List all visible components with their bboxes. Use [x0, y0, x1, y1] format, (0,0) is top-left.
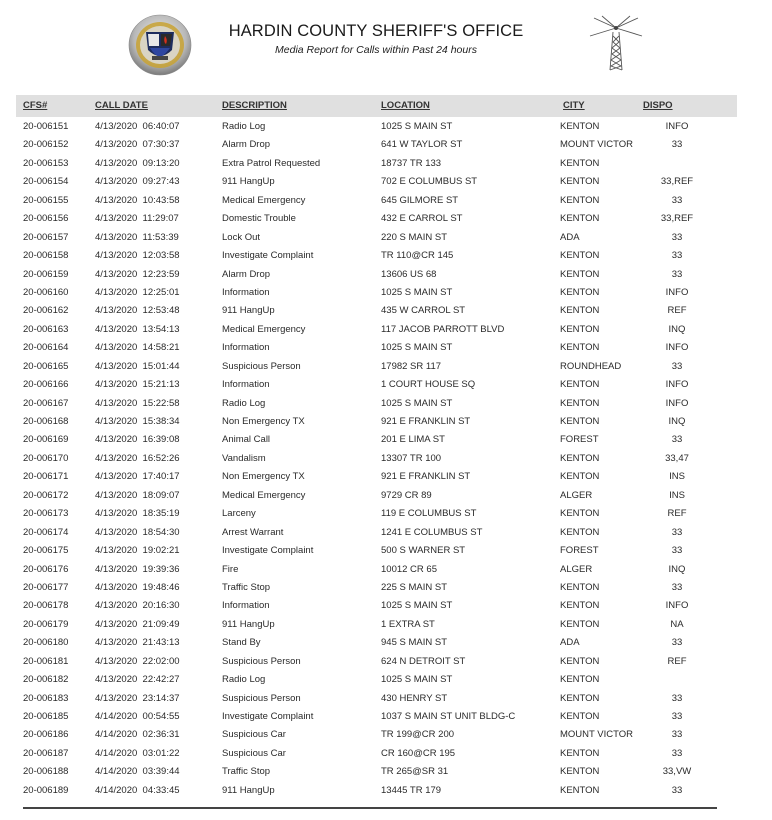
call-date-cell: 4/13/2020 22:02:00: [95, 655, 180, 667]
disposition-cell: 33: [671, 545, 683, 557]
city-cell: KENTON: [560, 397, 600, 409]
cfs-number-cell: 20-006186: [23, 729, 69, 741]
city-cell: KENTON: [560, 526, 600, 538]
report-title: HARDIN COUNTY SHERIFF'S OFFICE: [228, 22, 524, 40]
city-cell: KENTON: [560, 766, 600, 778]
table-row: [0, 358, 772, 376]
call-date-cell: 4/13/2020 16:52:26: [95, 452, 180, 464]
city-cell: KENTON: [560, 305, 600, 317]
call-date-cell: 4/13/2020 15:22:58: [95, 397, 180, 409]
description-cell: Stand By: [222, 637, 261, 649]
city-cell: KENTON: [560, 581, 600, 593]
city-cell: MOUNT VICTOR: [560, 139, 634, 151]
description-cell: Radio Log: [222, 121, 266, 132]
location-cell: 500 S WARNER ST: [381, 545, 466, 557]
call-date-cell: 4/13/2020 11:29:07: [95, 213, 179, 225]
description-cell: Alarm Drop: [222, 139, 271, 151]
disposition-cell: INQ: [668, 416, 686, 427]
cfs-number-cell: 20-006156: [23, 213, 69, 225]
location-cell: 921 E FRANKLIN ST: [381, 416, 471, 427]
location-cell: 10012 CR 65: [381, 563, 437, 575]
city-cell: KENTON: [560, 157, 600, 169]
radio-tower-icon: [588, 14, 644, 72]
location-cell: 17982 SR 117: [381, 360, 442, 372]
table-row: [0, 745, 772, 763]
city-cell: KENTON: [560, 711, 600, 722]
description-cell: Traffic Stop: [222, 581, 271, 593]
cfs-number-cell: 20-006155: [23, 194, 69, 206]
location-cell: 18737 TR 133: [381, 157, 442, 169]
description-cell: Investigate Complaint: [222, 711, 314, 722]
location-cell: 1025 S MAIN ST: [381, 121, 453, 132]
description-cell: Alarm Drop: [222, 268, 271, 280]
location-cell: 1025 S MAIN ST: [381, 397, 453, 409]
call-date-cell: 4/13/2020 18:35:19: [95, 508, 180, 520]
table-row: [0, 173, 772, 191]
column-header-dispo: DISPO: [643, 100, 673, 111]
city-cell: KENTON: [560, 674, 600, 686]
disposition-cell: INS: [669, 471, 685, 483]
cfs-number-cell: 20-006177: [23, 581, 69, 593]
table-row: [0, 302, 772, 320]
city-cell: ROUNDHEAD: [560, 360, 622, 372]
cfs-number-cell: 20-006169: [23, 434, 69, 446]
disposition-cell: 33,47: [665, 452, 689, 464]
call-date-cell: 4/13/2020 11:53:39: [95, 231, 179, 243]
description-cell: Lock Out: [222, 231, 261, 243]
description-cell: Non Emergency TX: [222, 471, 305, 483]
description-cell: 911 HangUp: [222, 784, 275, 796]
location-cell: CR 160@CR 195: [381, 747, 456, 759]
disposition-cell: INFO: [665, 121, 689, 132]
location-cell: 430 HENRY ST: [381, 692, 448, 704]
cfs-number-cell: 20-006151: [23, 121, 69, 132]
city-cell: KENTON: [560, 471, 600, 483]
disposition-cell: INFO: [665, 286, 689, 298]
description-cell: Medical Emergency: [222, 194, 306, 206]
city-cell: ALGER: [560, 489, 593, 501]
disposition-cell: REF: [667, 508, 687, 520]
table-row: [0, 450, 772, 468]
description-cell: Domestic Trouble: [222, 213, 296, 225]
location-cell: 641 W TAYLOR ST: [381, 139, 463, 151]
disposition-cell: 33: [671, 581, 683, 593]
cfs-number-cell: 20-006178: [23, 600, 69, 612]
location-cell: 1025 S MAIN ST: [381, 600, 453, 612]
city-cell: FOREST: [560, 545, 599, 557]
cfs-number-cell: 20-006179: [23, 618, 69, 630]
footer-divider: [23, 807, 717, 809]
cfs-number-cell: 20-006173: [23, 508, 69, 520]
city-cell: ADA: [560, 231, 580, 243]
call-date-cell: 4/13/2020 12:53:48: [95, 305, 180, 317]
call-date-cell: 4/13/2020 07:30:37: [95, 139, 180, 151]
cfs-number-cell: 20-006163: [23, 323, 69, 335]
city-cell: KENTON: [560, 268, 600, 280]
description-cell: 911 HangUp: [222, 618, 275, 630]
disposition-cell: INFO: [665, 342, 689, 354]
table-row: [0, 708, 772, 726]
description-cell: 911 HangUp: [222, 176, 275, 188]
description-cell: Radio Log: [222, 674, 266, 686]
location-cell: TR 199@CR 200: [381, 729, 455, 741]
call-date-cell: 4/14/2020 00:54:55: [95, 711, 180, 722]
table-row: [0, 136, 772, 154]
location-cell: TR 265@SR 31: [381, 766, 449, 778]
location-cell: 1037 S MAIN ST UNIT BLDG-C: [381, 711, 516, 722]
call-date-cell: 4/13/2020 18:54:30: [95, 526, 180, 538]
cfs-number-cell: 20-006187: [23, 747, 69, 759]
city-cell: KENTON: [560, 323, 600, 335]
call-date-cell: 4/13/2020 10:43:58: [95, 194, 180, 206]
location-cell: 432 E CARROL ST: [381, 213, 463, 225]
city-cell: KENTON: [560, 452, 600, 464]
city-cell: KENTON: [560, 416, 600, 427]
cfs-number-cell: 20-006182: [23, 674, 69, 686]
location-cell: 119 E COLUMBUS ST: [381, 508, 477, 520]
call-date-cell: 4/13/2020 21:09:49: [95, 618, 180, 630]
cfs-number-cell: 20-006167: [23, 397, 69, 409]
table-row: [0, 505, 772, 523]
description-cell: Larceny: [222, 508, 256, 520]
cfs-number-cell: 20-006174: [23, 526, 69, 538]
table-row: [0, 763, 772, 781]
description-cell: Investigate Complaint: [222, 250, 314, 262]
cfs-number-cell: 20-006152: [23, 139, 69, 151]
table-row: [0, 266, 772, 284]
description-cell: Information: [222, 342, 270, 354]
description-cell: Suspicious Person: [222, 655, 301, 667]
disposition-cell: 33: [671, 360, 683, 372]
cfs-number-cell: 20-006188: [23, 766, 69, 778]
table-row: [0, 431, 772, 449]
city-cell: KENTON: [560, 194, 600, 206]
disposition-cell: REF: [667, 655, 687, 667]
table-row: [0, 690, 772, 708]
table-row: [0, 395, 772, 413]
description-cell: 911 HangUp: [222, 305, 275, 317]
disposition-cell: 33,REF: [660, 213, 694, 225]
location-cell: 13445 TR 179: [381, 784, 442, 796]
table-row: [0, 542, 772, 560]
description-cell: Suspicious Car: [222, 729, 286, 741]
location-cell: 220 S MAIN ST: [381, 231, 447, 243]
table-row: [0, 284, 772, 302]
sheriff-badge-logo: [128, 14, 192, 76]
table-row: [0, 321, 772, 339]
description-cell: Extra Patrol Requested: [222, 157, 321, 169]
cfs-number-cell: 20-006165: [23, 360, 69, 372]
disposition-cell: 33,VW: [662, 766, 692, 778]
table-row: [0, 247, 772, 265]
call-date-cell: 4/13/2020 12:23:59: [95, 268, 180, 280]
table-row: [0, 487, 772, 505]
location-cell: 945 S MAIN ST: [381, 637, 447, 649]
call-date-cell: 4/13/2020 12:25:01: [95, 286, 180, 298]
city-cell: KENTON: [560, 286, 600, 298]
call-date-cell: 4/13/2020 19:02:21: [95, 545, 180, 557]
cfs-number-cell: 20-006164: [23, 342, 69, 354]
location-cell: 13606 US 68: [381, 268, 437, 280]
disposition-cell: 33: [671, 637, 683, 649]
location-cell: 201 E LIMA ST: [381, 434, 445, 446]
call-date-cell: 4/13/2020 23:14:37: [95, 692, 180, 704]
location-cell: 225 S MAIN ST: [381, 581, 447, 593]
location-cell: 702 E COLUMBUS ST: [381, 176, 478, 188]
call-date-cell: 4/14/2020 04:33:45: [95, 784, 180, 796]
description-cell: Non Emergency TX: [222, 416, 305, 427]
call-date-cell: 4/13/2020 06:40:07: [95, 121, 180, 132]
call-date-cell: 4/14/2020 03:01:22: [95, 747, 180, 759]
disposition-cell: INS: [669, 489, 685, 501]
call-date-cell: 4/13/2020 16:39:08: [95, 434, 180, 446]
disposition-cell: 33: [671, 729, 683, 741]
location-cell: 1025 S MAIN ST: [381, 286, 453, 298]
table-row: [0, 339, 772, 357]
column-header-city: CITY: [563, 100, 585, 111]
disposition-cell: 33: [671, 526, 683, 538]
city-cell: KENTON: [560, 342, 600, 354]
column-header-description: DESCRIPTION: [222, 100, 287, 111]
description-cell: Information: [222, 286, 270, 298]
disposition-cell: 33: [671, 784, 683, 796]
table-row: [0, 192, 772, 210]
table-row: [0, 561, 772, 579]
cfs-number-cell: 20-006183: [23, 692, 69, 704]
cfs-number-cell: 20-006180: [23, 637, 69, 649]
table-row: [0, 579, 772, 597]
table-row: [0, 782, 772, 800]
description-cell: Animal Call: [222, 434, 271, 446]
call-date-cell: 4/13/2020 20:16:30: [95, 600, 180, 612]
calls-table-body: [0, 118, 772, 800]
cfs-number-cell: 20-006172: [23, 489, 69, 501]
column-header-call-date: CALL DATE: [95, 100, 148, 111]
disposition-cell: 33: [671, 711, 683, 722]
city-cell: KENTON: [560, 618, 600, 630]
table-row: [0, 653, 772, 671]
column-header-cfs: CFS#: [23, 100, 48, 111]
call-date-cell: 4/13/2020 09:27:43: [95, 176, 180, 188]
call-date-cell: 4/14/2020 03:39:44: [95, 766, 180, 778]
city-cell: KENTON: [560, 508, 600, 520]
description-cell: Suspicious Car: [222, 747, 286, 759]
cfs-number-cell: 20-006159: [23, 268, 69, 280]
call-date-cell: 4/13/2020 22:42:27: [95, 674, 180, 686]
location-cell: 1025 S MAIN ST: [381, 342, 453, 354]
location-cell: 9729 CR 89: [381, 489, 432, 501]
cfs-number-cell: 20-006158: [23, 250, 69, 262]
location-cell: 117 JACOB PARROTT BLVD: [381, 323, 505, 335]
cfs-number-cell: 20-006176: [23, 563, 69, 575]
description-cell: Suspicious Person: [222, 692, 301, 704]
table-row: [0, 616, 772, 634]
description-cell: Investigate Complaint: [222, 545, 314, 557]
cfs-number-cell: 20-006157: [23, 231, 69, 243]
cfs-number-cell: 20-006153: [23, 157, 69, 169]
location-cell: 645 GILMORE ST: [381, 194, 459, 206]
cfs-number-cell: 20-006160: [23, 286, 69, 298]
report-subtitle: Media Report for Calls within Past 24 hours: [275, 44, 477, 56]
cfs-number-cell: 20-006166: [23, 379, 69, 391]
description-cell: Suspicious Person: [222, 360, 301, 372]
description-cell: Information: [222, 600, 270, 612]
disposition-cell: INQ: [668, 563, 686, 575]
disposition-cell: 33: [671, 434, 683, 446]
cfs-number-cell: 20-006171: [23, 471, 69, 483]
table-row: [0, 597, 772, 615]
city-cell: MOUNT VICTOR: [560, 729, 634, 741]
cfs-number-cell: 20-006185: [23, 711, 69, 722]
disposition-cell: REF: [667, 305, 687, 317]
description-cell: Arrest Warrant: [222, 526, 284, 538]
table-row: [0, 210, 772, 228]
location-cell: 1 COURT HOUSE SQ: [381, 379, 476, 391]
disposition-cell: 33: [671, 692, 683, 704]
city-cell: KENTON: [560, 176, 600, 188]
city-cell: KENTON: [560, 655, 600, 667]
table-row: [0, 413, 772, 431]
location-cell: 435 W CARROL ST: [381, 305, 466, 317]
disposition-cell: 33,REF: [660, 176, 694, 188]
call-date-cell: 4/13/2020 15:38:34: [95, 416, 180, 427]
location-cell: 624 N DETROIT ST: [381, 655, 466, 667]
description-cell: Medical Emergency: [222, 489, 306, 501]
description-cell: Radio Log: [222, 397, 266, 409]
call-date-cell: 4/13/2020 09:13:20: [95, 157, 180, 169]
disposition-cell: 33: [671, 139, 683, 151]
call-date-cell: 4/13/2020 19:39:36: [95, 563, 180, 575]
disposition-cell: 33: [671, 194, 683, 206]
city-cell: KENTON: [560, 692, 600, 704]
city-cell: KENTON: [560, 379, 600, 391]
call-date-cell: 4/13/2020 12:03:58: [95, 250, 180, 262]
location-cell: 1 EXTRA ST: [381, 618, 435, 630]
city-cell: KENTON: [560, 121, 600, 132]
call-date-cell: 4/13/2020 14:58:21: [95, 342, 180, 354]
table-row: [0, 229, 772, 247]
call-date-cell: 4/13/2020 17:40:17: [95, 471, 180, 483]
disposition-cell: INFO: [665, 379, 689, 391]
city-cell: KENTON: [560, 250, 600, 262]
disposition-cell: INFO: [665, 397, 689, 409]
disposition-cell: NA: [670, 618, 684, 630]
cfs-number-cell: 20-006181: [23, 655, 69, 667]
table-row: [0, 671, 772, 689]
disposition-cell: INFO: [665, 600, 689, 612]
cfs-number-cell: 20-006170: [23, 452, 69, 464]
disposition-cell: 33: [671, 747, 683, 759]
city-cell: ADA: [560, 637, 580, 649]
call-date-cell: 4/14/2020 02:36:31: [95, 729, 180, 741]
cfs-number-cell: 20-006168: [23, 416, 69, 427]
location-cell: 921 E FRANKLIN ST: [381, 471, 471, 483]
table-row: [0, 524, 772, 542]
location-cell: TR 110@CR 145: [381, 250, 454, 262]
description-cell: Vandalism: [222, 452, 266, 464]
cfs-number-cell: 20-006189: [23, 784, 69, 796]
city-cell: KENTON: [560, 747, 600, 759]
cfs-number-cell: 20-006154: [23, 176, 69, 188]
call-date-cell: 4/13/2020 13:54:13: [95, 323, 180, 335]
call-date-cell: 4/13/2020 15:01:44: [95, 360, 180, 372]
city-cell: KENTON: [560, 213, 600, 225]
column-header-location: LOCATION: [381, 100, 430, 111]
table-row: [0, 118, 772, 136]
call-date-cell: 4/13/2020 18:09:07: [95, 489, 180, 501]
table-row: [0, 155, 772, 173]
cfs-number-cell: 20-006175: [23, 545, 69, 557]
location-cell: 1025 S MAIN ST: [381, 674, 453, 686]
description-cell: Fire: [222, 563, 239, 575]
description-cell: Traffic Stop: [222, 766, 271, 778]
cfs-number-cell: 20-006162: [23, 305, 69, 317]
disposition-cell: INQ: [668, 323, 686, 335]
location-cell: 13307 TR 100: [381, 452, 442, 464]
table-row: [0, 726, 772, 744]
call-date-cell: 4/13/2020 21:43:13: [95, 637, 180, 649]
table-row: [0, 468, 772, 486]
disposition-cell: 33: [671, 231, 683, 243]
city-cell: ALGER: [560, 563, 593, 575]
city-cell: KENTON: [560, 784, 600, 796]
call-date-cell: 4/13/2020 19:48:46: [95, 581, 180, 593]
table-row: [0, 376, 772, 394]
disposition-cell: 33: [671, 250, 683, 262]
description-cell: Information: [222, 379, 270, 391]
call-date-cell: 4/13/2020 15:21:13: [95, 379, 180, 391]
location-cell: 1241 E COLUMBUS ST: [381, 526, 483, 538]
city-cell: KENTON: [560, 600, 600, 612]
disposition-cell: 33: [671, 268, 683, 280]
table-row: [0, 634, 772, 652]
city-cell: FOREST: [560, 434, 599, 446]
description-cell: Medical Emergency: [222, 323, 306, 335]
